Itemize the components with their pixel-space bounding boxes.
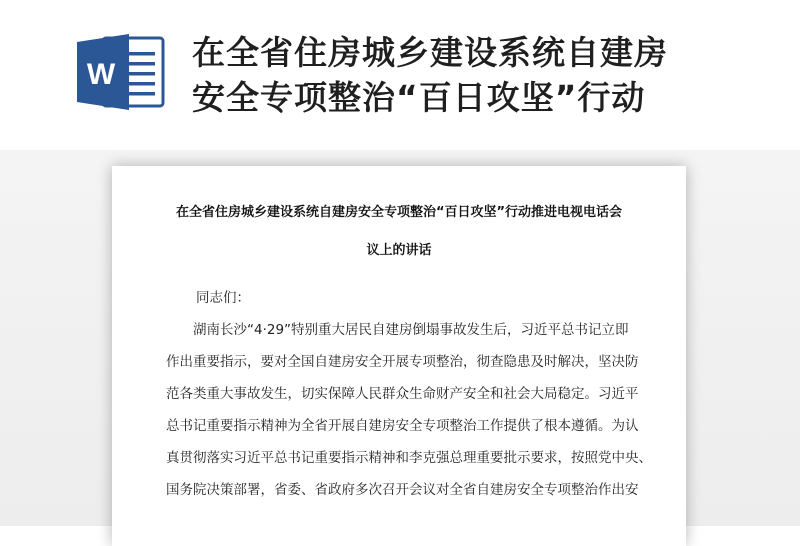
header-banner xyxy=(0,0,800,150)
document-title-line-2: 议上的讲话 xyxy=(366,243,432,258)
document-page xyxy=(112,166,686,546)
word-icon xyxy=(77,32,167,112)
icon-letter: W xyxy=(86,58,116,91)
body-line: 作出重要指示，要对全国自建房安全开展专项整治，彻查隐患及时解决，坚决防 xyxy=(166,354,639,370)
body-line: 真贯彻落实习近平总书记重要指示精神和李克强总理重要批示要求，按照党中央、 xyxy=(166,450,652,466)
document-title-line-1: 在全省住房城乡建设系统自建房安全专项整治“百日攻坚”行动推进电视电话会 xyxy=(175,205,623,220)
banner-title: 在全省住房城乡建设系统自建房 安全专项整治“百日攻坚”行动 xyxy=(192,33,668,117)
body-line: 湖南长沙“4·29”特别重大居民自建房倒塌事故发生后，习近平总书记立即 xyxy=(166,322,629,338)
body-line: 总书记重要指示精神为全省开展自建房安全专项整治工作提供了根本遵循。为认 xyxy=(166,418,639,434)
body-line: 范各类重大事故发生，切实保障人民群众生命财产安全和社会大局稳定。习近平 xyxy=(166,386,639,402)
greeting: 同志们： xyxy=(196,290,250,306)
body-line: 国务院决策部署，省委、省政府多次召开会议对全省自建房安全专项整治作出安 xyxy=(166,482,639,498)
